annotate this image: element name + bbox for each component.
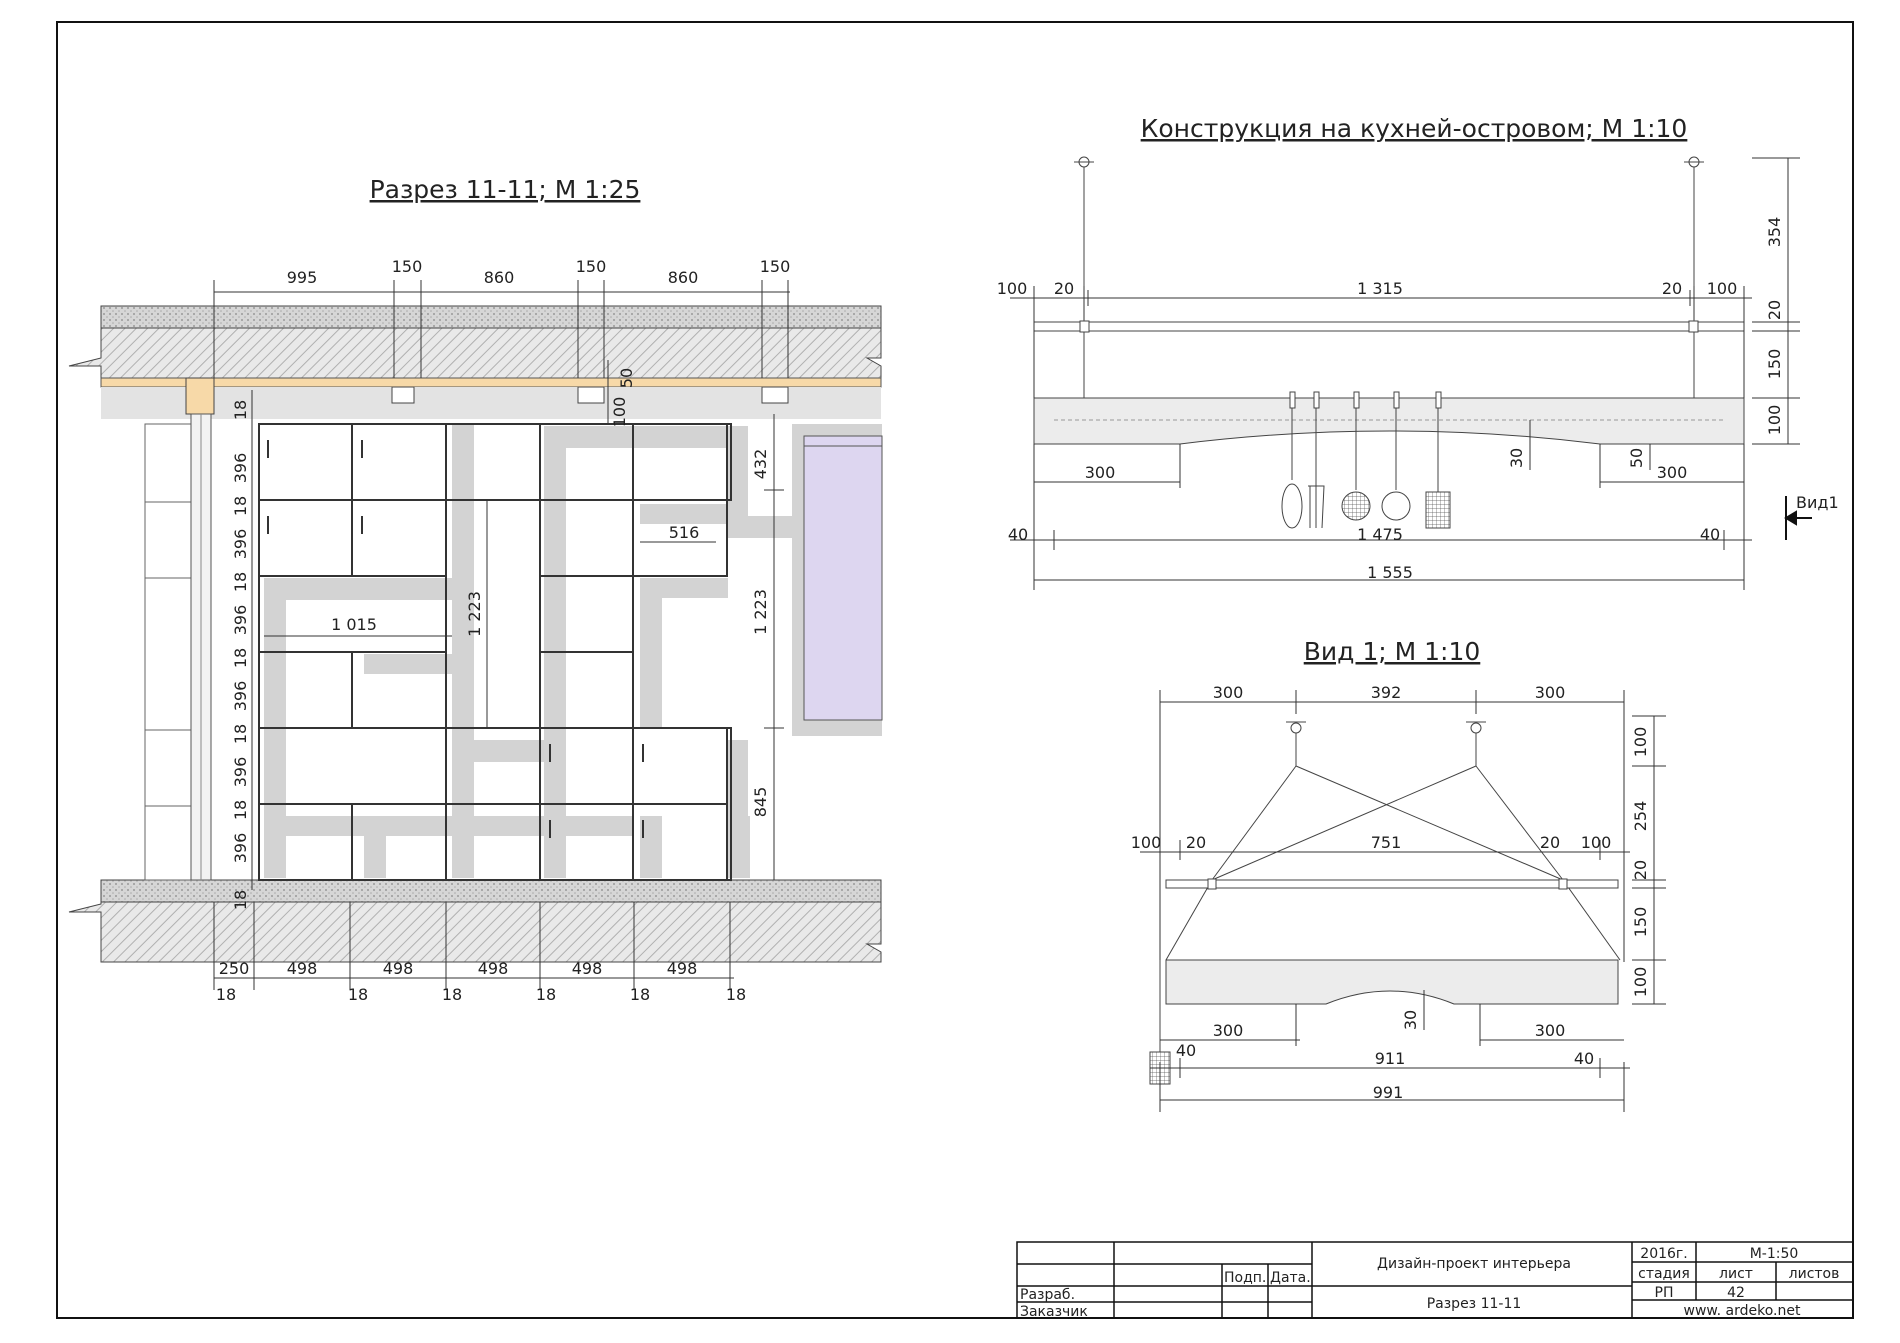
dim-label: 100 (610, 396, 629, 428)
tb-stage-val: РП (1654, 1285, 1674, 1301)
dim-label: 498 (571, 959, 603, 978)
dim-label: 396 (231, 680, 250, 712)
section-drawing (69, 175, 882, 1004)
beam-block (578, 387, 604, 403)
dim-label: 30 (1507, 447, 1526, 469)
dim-label: 150 (1631, 906, 1650, 938)
dim-label: 18 (231, 723, 250, 745)
dim-label: 498 (666, 959, 698, 978)
tb-zakazchik: Заказчик (1020, 1304, 1088, 1320)
dim-label: 392 (1370, 683, 1402, 702)
hanging-bar (1166, 880, 1618, 888)
dim-label: 498 (382, 959, 414, 978)
dim-label: 498 (477, 959, 509, 978)
dim-label: 18 (535, 985, 557, 1004)
dim-label: 40 (1175, 1041, 1197, 1060)
dim-label: 1 315 (1357, 279, 1403, 298)
dim-label: 100 (1631, 726, 1650, 758)
dim-label: 18 (231, 647, 250, 669)
window-glass (804, 436, 882, 720)
dim-label: 860 (667, 268, 699, 287)
dim-label: 1 223 (465, 591, 484, 637)
dim-label: 18 (231, 799, 250, 821)
dim-label: 18 (725, 985, 747, 1004)
dim-label: 30 (1401, 1009, 1420, 1031)
sheet-frame (57, 22, 1853, 1318)
tb-scale: М-1:50 (1749, 1246, 1799, 1262)
dim-label: 516 (668, 523, 700, 542)
dim-label: 18 (231, 889, 250, 911)
dim-label: 911 (1374, 1049, 1406, 1068)
dim-label: 1 555 (1367, 563, 1413, 582)
tb-project: Дизайн-проект интерьера (1377, 1256, 1571, 1272)
hanging-bar (1034, 322, 1744, 331)
dim-label: 396 (231, 604, 250, 636)
dim-label: 300 (1534, 1021, 1566, 1040)
floor-slab (69, 902, 881, 962)
tb-year: 2016г. (1640, 1246, 1688, 1262)
dim-label: 18 (231, 399, 250, 421)
view-marker-label: Вид1 (1796, 493, 1839, 512)
dim-label: 396 (231, 528, 250, 560)
view1-title: Вид 1; М 1:10 (1303, 637, 1481, 666)
dim-label: 845 (751, 786, 770, 818)
tb-razrab: Разраб. (1020, 1287, 1076, 1303)
dim-label: 20 (1539, 833, 1561, 852)
construction-title: Конструкция на кухней-островом; М 1:10 (1140, 114, 1688, 143)
island-shelf-side (1166, 960, 1618, 1004)
dim-label: 300 (1212, 1021, 1244, 1040)
dim-label: 100 (1765, 404, 1784, 436)
dim-label: 860 (483, 268, 515, 287)
dim-label: 354 (1765, 216, 1784, 248)
floor-screed (101, 880, 881, 902)
dim-label: 20 (1765, 299, 1784, 321)
dim-label: 396 (231, 756, 250, 788)
tb-podp: Подп. (1224, 1270, 1267, 1286)
dim-label: 40 (1699, 525, 1721, 544)
dim-label: 300 (1084, 463, 1116, 482)
dim-label: 300 (1212, 683, 1244, 702)
dim-label: 100 (1130, 833, 1162, 852)
dim-label: 100 (1580, 833, 1612, 852)
construction-drawing (997, 114, 1839, 590)
beam-block (762, 387, 788, 403)
view1-drawing (1131, 637, 1666, 1112)
dim-label: 1 015 (331, 615, 377, 634)
dim-label: 18 (441, 985, 463, 1004)
island-shelf (1034, 398, 1744, 444)
tb-site: www. ardeko.net (1683, 1303, 1801, 1319)
dim-label: 20 (1053, 279, 1075, 298)
dim-label: 995 (286, 268, 318, 287)
dim-label: 20 (1185, 833, 1207, 852)
tb-list-val: 42 (1727, 1285, 1745, 1301)
dim-label: 254 (1631, 800, 1650, 832)
tb-list: лист (1719, 1266, 1753, 1282)
tb-listov: листов (1788, 1266, 1840, 1282)
section-title: Разрез 11-11; М 1:25 (369, 175, 641, 204)
dim-label: 396 (231, 452, 250, 484)
tb-stadia: стадия (1638, 1266, 1690, 1282)
ceiling-slab (69, 328, 881, 378)
dim-label: 100 (996, 279, 1028, 298)
dim-label: 150 (1765, 348, 1784, 380)
beam-block-main (186, 378, 214, 414)
left-panel (145, 424, 191, 880)
dim-label: 50 (1627, 447, 1646, 469)
dim-label: 300 (1656, 463, 1688, 482)
dim-label: 50 (617, 367, 636, 389)
dim-label: 250 (218, 959, 250, 978)
dim-label: 18 (231, 571, 250, 593)
dim-label: 150 (759, 257, 791, 276)
ceiling-beam-strip (101, 378, 881, 387)
dim-label: 18 (231, 495, 250, 517)
dim-label: 150 (575, 257, 607, 276)
tb-data: Дата. (1270, 1270, 1311, 1286)
dim-label: 40 (1573, 1049, 1595, 1068)
dim-label: 100 (1706, 279, 1738, 298)
ceiling-screed (101, 306, 881, 328)
dim-label: 396 (231, 832, 250, 864)
dim-label: 300 (1534, 683, 1566, 702)
dim-label: 18 (215, 985, 237, 1004)
beam-block (392, 387, 414, 403)
dim-label: 751 (1370, 833, 1402, 852)
dim-label: 40 (1007, 525, 1029, 544)
dim-label: 18 (347, 985, 369, 1004)
dim-label: 100 (1631, 966, 1650, 998)
dim-label: 991 (1372, 1083, 1404, 1102)
dim-label: 1 475 (1357, 525, 1403, 544)
dim-label: 20 (1631, 859, 1650, 881)
dim-label: 20 (1661, 279, 1683, 298)
dim-label: 498 (286, 959, 318, 978)
dim-label: 432 (751, 448, 770, 480)
tb-sheet-name: Разрез 11-11 (1426, 1296, 1522, 1312)
dim-label: 150 (391, 257, 423, 276)
dim-label: 18 (629, 985, 651, 1004)
dim-label: 1 223 (751, 589, 770, 635)
